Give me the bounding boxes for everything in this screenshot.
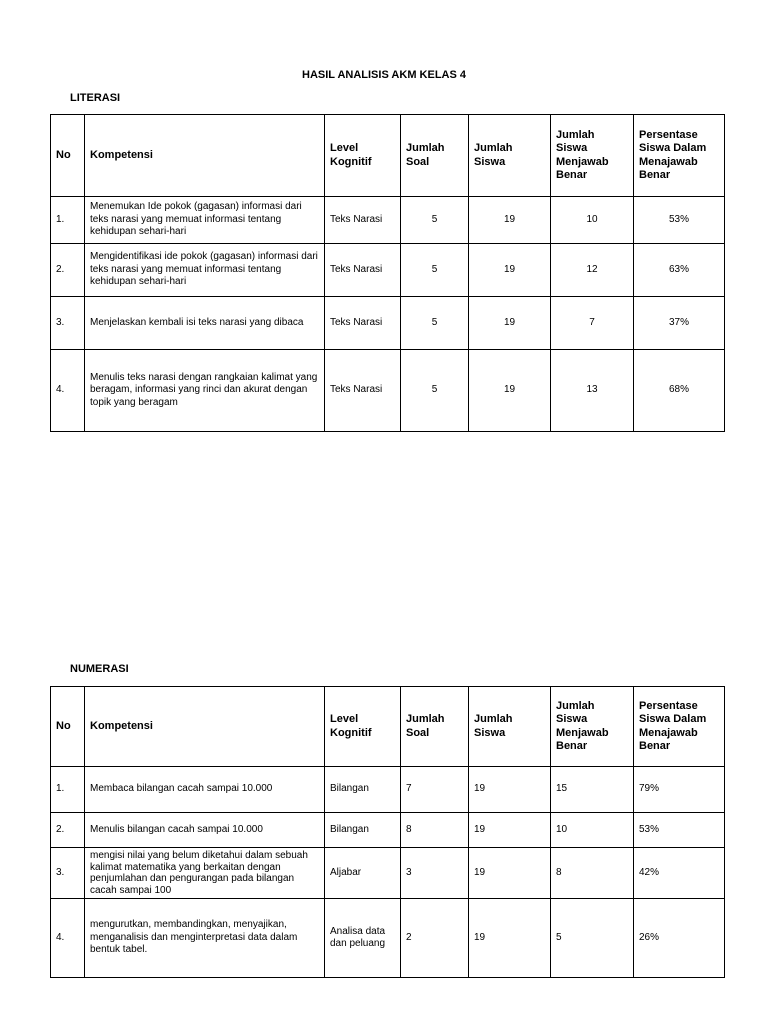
header-no: No	[51, 687, 85, 767]
cell-no: 2.	[51, 244, 85, 297]
table-header-row	[51, 115, 725, 197]
header-no: No	[51, 115, 85, 197]
cell-soal: 5	[401, 197, 469, 244]
cell-no: 1.	[51, 767, 85, 813]
cell-persen: 63%	[634, 244, 725, 297]
cell-persen: 53%	[634, 197, 725, 244]
table-row	[51, 197, 725, 244]
table-header-row	[51, 687, 725, 767]
cell-benar: 15	[551, 767, 634, 813]
cell-benar: 5	[551, 899, 634, 978]
header-jumlah-siswa: Jumlah Siswa	[469, 115, 551, 197]
cell-benar: 7	[551, 297, 634, 350]
cell-siswa: 19	[469, 813, 551, 848]
cell-benar: 10	[551, 813, 634, 848]
header-kompetensi: Kompetensi	[85, 115, 325, 197]
cell-kompetensi: Menulis teks narasi dengan rangkaian kalimat yang beragam, informasi yang rinci dan akurat dengan topik yang beragam	[85, 350, 325, 432]
cell-level: Teks Narasi	[325, 197, 401, 244]
cell-persen: 37%	[634, 297, 725, 350]
cell-benar: 13	[551, 350, 634, 432]
header-persentase: Persentase Siswa Dalam Menajawab Benar	[634, 115, 725, 197]
header-jumlah-siswa: Jumlah Siswa	[469, 687, 551, 767]
cell-siswa: 19	[469, 297, 551, 350]
table-row	[51, 899, 725, 978]
table-row	[51, 767, 725, 813]
cell-siswa: 19	[469, 848, 551, 899]
cell-kompetensi: mengurutkan, membandingkan, menyajikan, menganalisis dan menginterpretasi data dalam bentuk tabel.	[85, 899, 325, 978]
cell-soal: 8	[401, 813, 469, 848]
cell-persen: 79%	[634, 767, 725, 813]
cell-kompetensi: Menjelaskan kembali isi teks narasi yang dibaca	[85, 297, 325, 350]
table-row	[51, 350, 725, 432]
cell-soal: 3	[401, 848, 469, 899]
cell-siswa: 19	[469, 197, 551, 244]
cell-no: 3.	[51, 848, 85, 899]
cell-siswa: 19	[469, 244, 551, 297]
cell-kompetensi: Menulis bilangan cacah sampai 10.000	[85, 813, 325, 848]
cell-level: Bilangan	[325, 813, 401, 848]
cell-benar: 10	[551, 197, 634, 244]
header-jumlah-soal: Jumlah Soal	[401, 687, 469, 767]
header-level-kognitif: Level Kognitif	[325, 115, 401, 197]
cell-level: Teks Narasi	[325, 297, 401, 350]
cell-soal: 5	[401, 350, 469, 432]
cell-level: Teks Narasi	[325, 350, 401, 432]
header-persentase: Persentase Siswa Dalam Menajawab Benar	[634, 687, 725, 767]
cell-benar: 12	[551, 244, 634, 297]
cell-persen: 26%	[634, 899, 725, 978]
cell-kompetensi: Menemukan Ide pokok (gagasan) informasi dari teks narasi yang memuat informasi tentang kehidupan sehari-hari	[85, 197, 325, 244]
table-row	[51, 244, 725, 297]
cell-level: Bilangan	[325, 767, 401, 813]
cell-persen: 53%	[634, 813, 725, 848]
cell-no: 3.	[51, 297, 85, 350]
section-title-numerasi: NUMERASI	[70, 663, 129, 675]
cell-siswa: 19	[469, 899, 551, 978]
cell-soal: 7	[401, 767, 469, 813]
header-jumlah-soal: Jumlah Soal	[401, 115, 469, 197]
header-kompetensi: Kompetensi	[85, 687, 325, 767]
cell-level: Teks Narasi	[325, 244, 401, 297]
cell-kompetensi: Mengidentifikasi ide pokok (gagasan) informasi dari teks narasi yang memuat informasi tentang kehidupan sehari-hari	[85, 244, 325, 297]
table-row	[51, 848, 725, 899]
cell-kompetensi: Membaca bilangan cacah sampai 10.000	[85, 767, 325, 813]
cell-benar: 8	[551, 848, 634, 899]
section-title-literasi: LITERASI	[70, 92, 121, 104]
cell-no: 4.	[51, 350, 85, 432]
literasi-table	[50, 114, 725, 432]
cell-soal: 2	[401, 899, 469, 978]
header-level-kognitif: Level Kognitif	[325, 687, 401, 767]
document-title: HASIL ANALISIS AKM KELAS 4	[302, 69, 466, 81]
cell-no: 2.	[51, 813, 85, 848]
cell-persen: 68%	[634, 350, 725, 432]
header-jumlah-benar: Jumlah Siswa Menjawab Benar	[551, 687, 634, 767]
cell-soal: 5	[401, 244, 469, 297]
cell-siswa: 19	[469, 767, 551, 813]
numerasi-table	[50, 686, 725, 978]
cell-no: 4.	[51, 899, 85, 978]
cell-siswa: 19	[469, 350, 551, 432]
table-row	[51, 297, 725, 350]
cell-level: Aljabar	[325, 848, 401, 899]
header-jumlah-benar: Jumlah Siswa Menjawab Benar	[551, 115, 634, 197]
cell-persen: 42%	[634, 848, 725, 899]
table-row	[51, 813, 725, 848]
cell-soal: 5	[401, 297, 469, 350]
cell-level: Analisa data dan peluang	[325, 899, 401, 978]
cell-no: 1.	[51, 197, 85, 244]
cell-kompetensi: mengisi nilai yang belum diketahui dalam sebuah kalimat matematika yang berkaitan dengan penjumlahan dan pengurangan pada bilangan cacah sampai 100	[85, 848, 325, 899]
